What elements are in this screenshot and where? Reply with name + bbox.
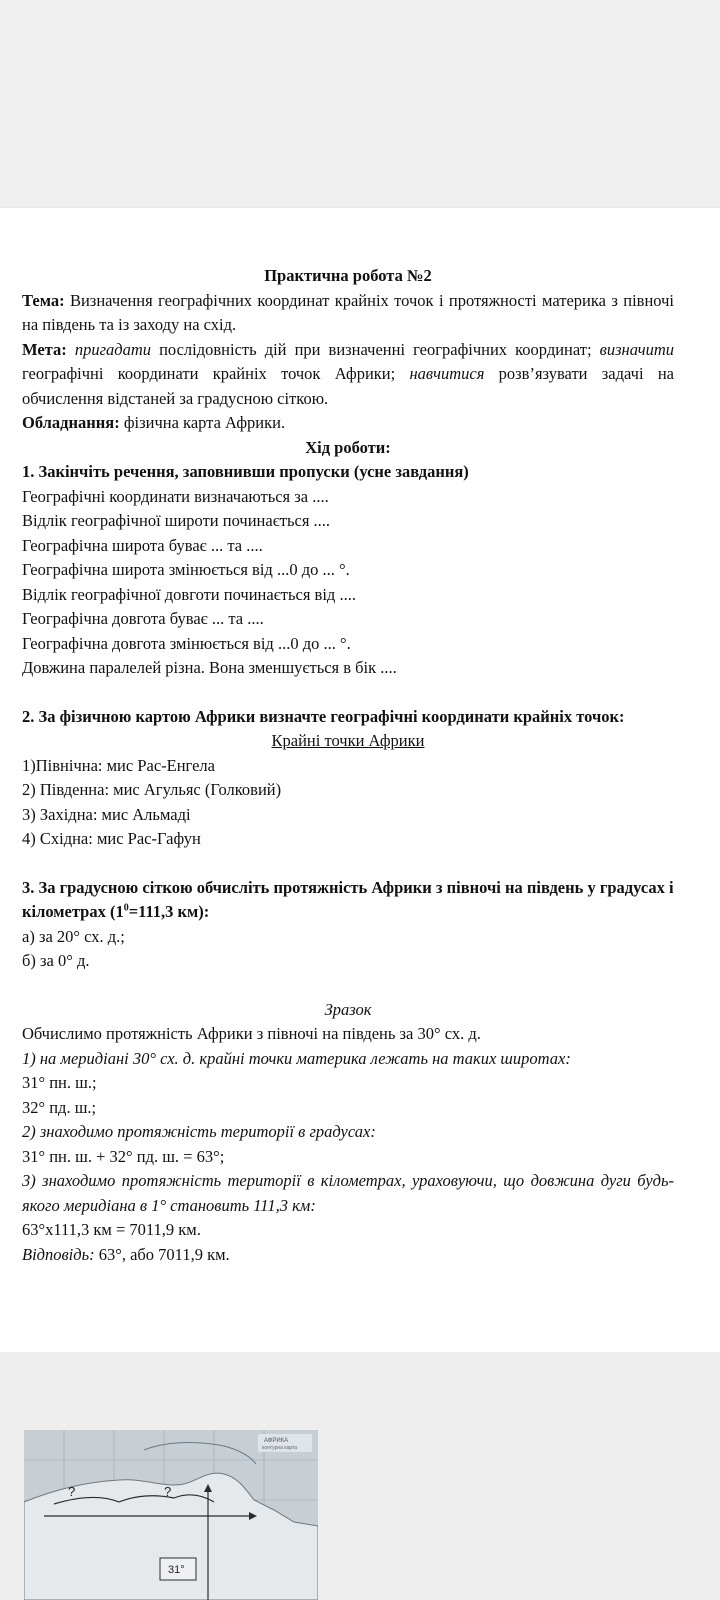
example-intro: Обчислимо протяжність Африки з півночі на південь за 30° сх. д.: [22, 1024, 481, 1043]
goal-label: Мета:: [22, 339, 67, 359]
topic-text: Визначення географічних координат крайніх точок і протяжності материка з півночі на південь та із заходу на схід.: [22, 290, 674, 334]
document-page: [0, 208, 720, 1352]
map-label-value: 31°: [168, 1564, 185, 1576]
equipment-text: фізична карта Африки.: [119, 413, 286, 432]
equipment-paragraph: [22, 411, 674, 436]
example-calc-km: 63°х111,3 км = 7011,9 км.: [22, 1220, 201, 1239]
answer-label: Відповідь:: [22, 1244, 95, 1264]
task3-heading: [22, 876, 674, 925]
topic-paragraph: [22, 289, 674, 338]
equipment-label: Обладнання:: [22, 413, 120, 432]
document-content: [22, 264, 674, 1267]
task1-line: Відлік географічної широти починається ....: [22, 511, 331, 530]
goal-text-2: географічні координати крайніх точок Африки;: [22, 364, 410, 383]
africa-map-thumbnail[interactable]: [24, 1430, 318, 1600]
goal-text-1: послідовність дій при визначенні географічних координат;: [151, 339, 600, 359]
task1-heading: 1. Закінчіть речення, заповнивши пропуски (усне завдання): [22, 462, 469, 481]
example-step-2: 2) знаходимо протяжність території в градусах:: [22, 1122, 376, 1141]
task1-line: Географічна широта змінюється від ...0 до ... °.: [22, 560, 350, 579]
example-title: Зразок: [324, 999, 372, 1019]
extreme-point: 4) Східна: мис Рас-Гафун: [22, 829, 201, 848]
task2-subtitle: Крайні точки Африки: [271, 731, 425, 750]
example-calc-degrees: 31° пн. ш. + 32° пд. ш. = 63°;: [22, 1146, 225, 1166]
answer-text: 63°, або 7011,9 км.: [94, 1244, 230, 1264]
map-question-left: ?: [68, 1484, 76, 1499]
example-latitude-north: 31° пн. ш.;: [22, 1073, 97, 1092]
example-step-1: 1) на меридіані 30° сх. д. крайні точки материка лежать на таких широтах:: [22, 1048, 571, 1068]
goal-text-3: розв’язувати задачі на обчислення відстаней за градусною сіткою.: [22, 364, 674, 408]
progress-heading: Хід роботи:: [305, 437, 391, 457]
map-legend-sub: контурна карта: [262, 1445, 298, 1451]
task1-line: Довжина паралелей різна. Вона зменшується в бік ....: [22, 658, 397, 677]
map-legend-title: АФРИКА: [264, 1438, 289, 1444]
task1-line: Географічні координати визначаються за ....: [22, 486, 329, 506]
goal-verb-2: визначити: [599, 339, 675, 359]
task3-heading-sup: 0: [123, 902, 129, 914]
task3-item: б) за 0° д.: [22, 951, 90, 970]
task1-line: Географічна широта буває ... та ....: [22, 535, 263, 555]
task1-line: Географічна довгота буває ... та ....: [22, 609, 264, 628]
spacer: [22, 681, 674, 705]
task2-heading: 2. За фізичною картою Африки визначте географічні координати крайніх точок:: [22, 706, 625, 726]
example-latitude-south: 32° пд. ш.;: [22, 1097, 97, 1117]
task3-item: а) за 20° сх. д.;: [22, 926, 125, 946]
example-step-3: 3) знаходимо протяжність території в кілометрах, ураховуючи, що довжина дуги будь-якого меридіана в 1° становить 111,3 км:: [22, 1171, 674, 1215]
example-answer: [22, 1243, 674, 1268]
map-question-right: ?: [164, 1484, 172, 1499]
spacer: [22, 974, 674, 998]
goal-verb-1: пригадати: [74, 339, 152, 359]
extreme-point: 1)Північна: мис Рас-Енгела: [22, 755, 215, 775]
goal-paragraph: [22, 338, 674, 412]
topic-label: Тема:: [22, 290, 65, 310]
page-title: Практична робота №2: [264, 266, 432, 285]
map-image: [24, 1430, 318, 1600]
goal-verb-3: навчитися: [409, 364, 485, 383]
task1-line: Географічна довгота змінюється від ...0 до ... °.: [22, 633, 351, 653]
viewer-top-background: [0, 0, 720, 208]
task3-heading-b: =111,3 км):: [128, 902, 210, 921]
task3-heading-a: 3. За градусною сіткою обчисліть протяжність Африки з півночі на південь у градусах і кілометрах (1: [22, 877, 674, 921]
task1-line: Відлік географічної довготи починається від ....: [22, 584, 356, 604]
spacer: [22, 852, 674, 876]
extreme-point: 3) Західна: мис Альмаді: [22, 804, 191, 824]
extreme-point: 2) Південна: мис Агульяс (Голковий): [22, 780, 282, 799]
